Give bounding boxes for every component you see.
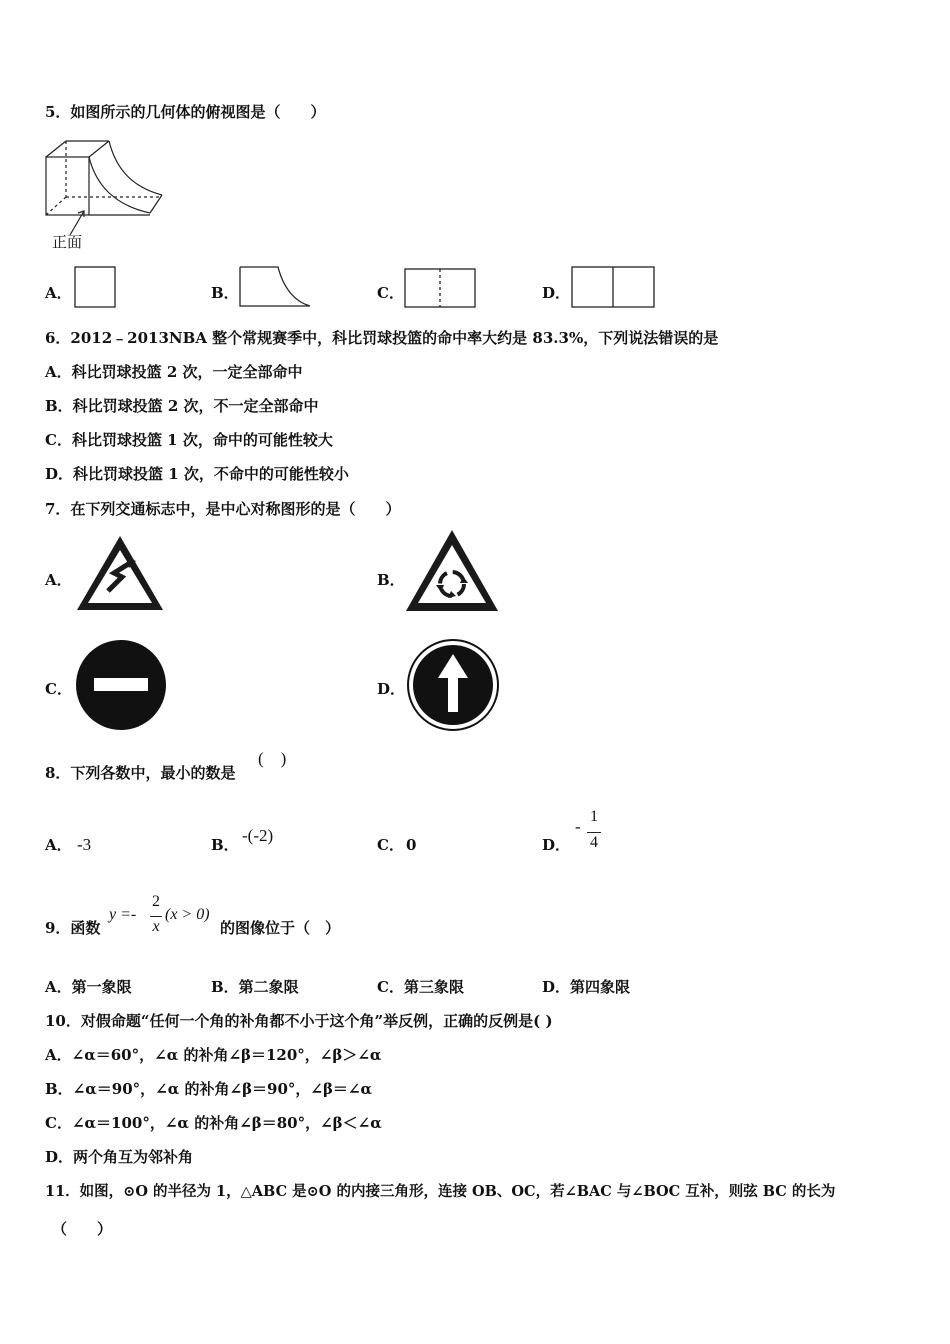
q8-option-c-value: 0 <box>406 836 417 854</box>
q7-option-d-label[interactable]: D． <box>377 680 406 698</box>
q9-stem-suffix: 的图像位于（ ） <box>220 919 341 937</box>
q5-option-d-label[interactable]: D． <box>542 284 571 302</box>
q8-option-c-label[interactable]: C． <box>377 836 404 854</box>
q10-stem: 10．对假命题“任何一个角的补角都不小于这个角”举反例，正确的反例是( ) <box>45 1012 553 1030</box>
q6-option-d[interactable]: D．科比罚球投篮 1 次，不命中的可能性较小 <box>45 465 349 483</box>
q5-solid-figure <box>40 135 170 225</box>
q5-option-c-figure <box>404 268 476 308</box>
q8-option-a-value: -3 <box>77 835 92 854</box>
q8-option-d-label[interactable]: D． <box>542 836 571 854</box>
q9-option-c[interactable]: C．第三象限 <box>377 978 464 996</box>
q5-option-a-figure <box>74 266 116 308</box>
q5-option-b-label[interactable]: B． <box>211 284 239 302</box>
q7-option-b-label[interactable]: B． <box>377 571 405 589</box>
q10-option-a[interactable]: A．∠α＝60°，∠α 的补角∠β＝120°，∠β＞∠α <box>45 1046 382 1064</box>
q8-option-a-label[interactable]: A． <box>45 836 72 854</box>
q9-option-a[interactable]: A．第一象限 <box>45 978 132 996</box>
q8-option-d-sign: - <box>575 817 581 836</box>
q10-option-d[interactable]: D．两个角互为邻补角 <box>45 1148 194 1166</box>
q8-option-d-fraction-bar <box>587 832 601 833</box>
q10-option-c[interactable]: C．∠α＝100°，∠α 的补角∠β＝80°，∠β＜∠α <box>45 1114 382 1132</box>
q5-option-a-label[interactable]: A． <box>45 284 72 302</box>
q9-formula-lhs: y =- <box>109 906 137 923</box>
q7-option-c-sign-no-entry-icon <box>74 638 168 732</box>
q9-option-b[interactable]: B．第二象限 <box>211 978 299 996</box>
q9-formula-numerator: 2 <box>152 893 160 910</box>
q7-option-a-label[interactable]: A． <box>45 571 72 589</box>
q10-option-b[interactable]: B．∠α＝90°，∠α 的补角∠β＝90°，∠β＝∠α <box>45 1080 373 1098</box>
q7-option-c-label[interactable]: C． <box>45 680 72 698</box>
q8-stem: 8．下列各数中，最小的数是 <box>45 764 236 782</box>
q11-answer-paren: （ ） <box>52 1220 113 1238</box>
q11-stem: 11．如图，⊙O 的半径为 1，△ABC 是⊙O 的内接三角形，连接 OB、OC，若∠BAC 与∠BOC 互补，则弦 BC 的长为 <box>45 1183 836 1200</box>
q7-option-d-sign-go-straight-icon <box>406 638 500 732</box>
q6-option-a[interactable]: A．科比罚球投篮 2 次，一定全部命中 <box>45 363 303 381</box>
q8-option-d-numerator: 1 <box>590 808 598 825</box>
q8-option-b-label[interactable]: B． <box>211 836 239 854</box>
q8-option-d-denominator: 4 <box>590 834 598 851</box>
q8-answer-paren: ( ) <box>258 749 287 768</box>
q6-option-b[interactable]: B．科比罚球投篮 2 次，不一定全部命中 <box>45 397 319 415</box>
q7-option-a-sign-reverse-curve-icon <box>74 533 166 613</box>
q5-stem: 5．如图所示的几何体的俯视图是（ ） <box>45 103 326 121</box>
q5-option-c-label[interactable]: C． <box>377 284 404 302</box>
q9-option-d[interactable]: D．第四象限 <box>542 978 631 996</box>
q6-option-c[interactable]: C．科比罚球投篮 1 次，命中的可能性较大 <box>45 431 333 449</box>
q9-formula-condition: (x > 0) <box>165 906 210 923</box>
q9-stem-prefix: 9．函数 <box>45 919 101 937</box>
q8-option-b-value: -(-2) <box>242 826 274 845</box>
q7-stem: 7．在下列交通标志中，是中心对称图形的是（ ） <box>45 500 401 518</box>
q5-front-label: 正面 <box>52 233 83 251</box>
q7-option-b-sign-roundabout-icon <box>404 528 500 614</box>
q5-option-b-figure <box>238 266 312 308</box>
q9-formula-fraction-bar <box>150 916 162 917</box>
q5-option-d-figure <box>571 266 655 308</box>
q6-stem: 6．2012﹣2013NBA 整个常规赛季中，科比罚球投篮的命中率大约是 83.3%，下列说法错误的是 <box>45 329 719 347</box>
q9-formula-denominator: x <box>152 918 160 935</box>
